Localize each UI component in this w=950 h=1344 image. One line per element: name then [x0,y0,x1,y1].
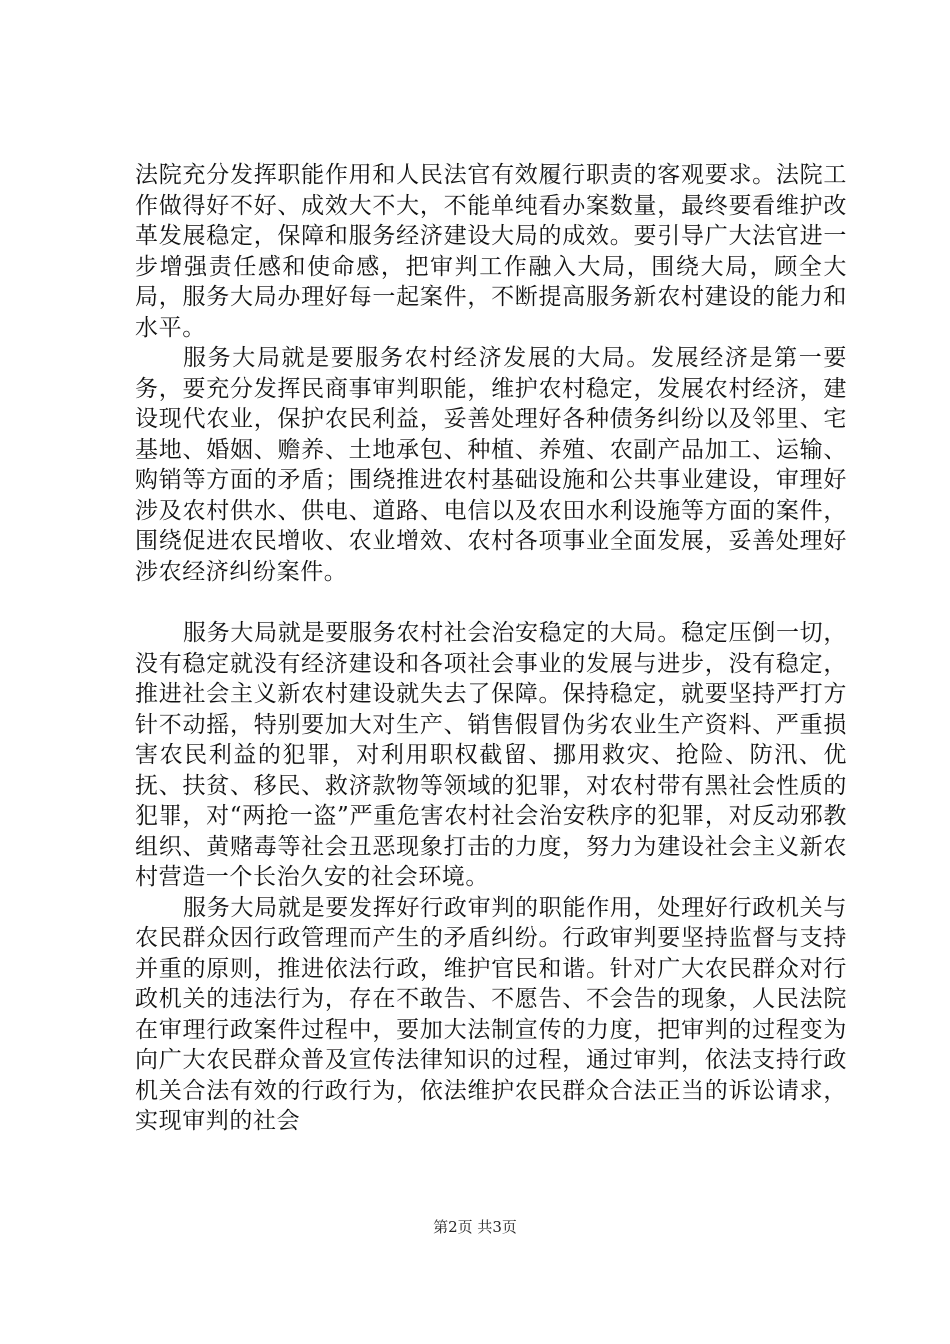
paragraph-social-stability: 服务大局就是要服务农村社会治安稳定的大局。稳定压倒一切，没有稳定就没有经济建设和各项社会事业的发展与进步，没有稳定，推进社会主义新农村建设就失去了保障。保持稳定，就要坚持严打方针不动摇，特别要加大对生产、销售假冒伪劣农业生产资料、严重损害农民利益的犯罪，对利用职权截留、挪用救灾、抢险、防汛、优抚、扶贫、移民、救济款物等领域的犯罪，对农村带有黑社会性质的犯罪，对“两抢一盗”严重危害农村社会治安秩序的犯罪，对反动邪教组织、黄赌毒等社会丑恶现象打击的力度，努力为建设社会主义新农村营造一个长治久安的社会环境。 [135,620,847,890]
paragraph-economic-development: 服务大局就是要服务农村经济发展的大局。发展经济是第一要务，要充分发挥民商事审判职能，维护农村稳定，发展农村经济，建设现代农业，保护农民利益，妥善处理好各种债务纠纷以及邻里、宅基地、婚姻、赡养、土地承包、种植、养殖、农副产品加工、运输、购销等方面的矛盾；围绕推进农村基础设施和公共事业建设，审理好涉及农村供水、供电、道路、电信以及农田水利设施等方面的案件，围绕促进农民增收、农业增效、农村各项事业全面发展，妥善处理好涉农经济纠纷案件。 [135,345,847,585]
document-body [135,160,847,1137]
paragraph-continuation: 法院充分发挥职能作用和人民法官有效履行职责的客观要求。法院工作做得好不好、成效大不大，不能单纯看办案数量，最终要看维护改革发展稳定，保障和服务经济建设大局的成效。要引导广大法官进一步增强责任感和使命感，把审判工作融入大局，围绕大局，顾全大局，服务大局办理好每一起案件，不断提高服务新农村建设的能力和水平。 [135,162,847,341]
page-number-footer: 第2页 共3页 [433,1218,517,1236]
paragraph-administrative-trial: 服务大局就是要发挥好行政审判的职能作用，处理好行政机关与农民群众因行政管理而产生的矛盾纠纷。行政审判要坚持监督与支持并重的原则，推进依法行政，维护官民和谐。针对广大农民群众对行政机关的违法行为，存在不敢告、不愿告、不会告的现象，人民法院在审理行政案件过程中，要加大法制宣传的力度，把审判的过程变为向广大农民群众普及宣传法律知识的过程，通过审判，依法支持行政机关合法有效的行政行为，依法维护农民群众合法正当的诉讼请求，实现审判的社会 [135,894,847,1134]
